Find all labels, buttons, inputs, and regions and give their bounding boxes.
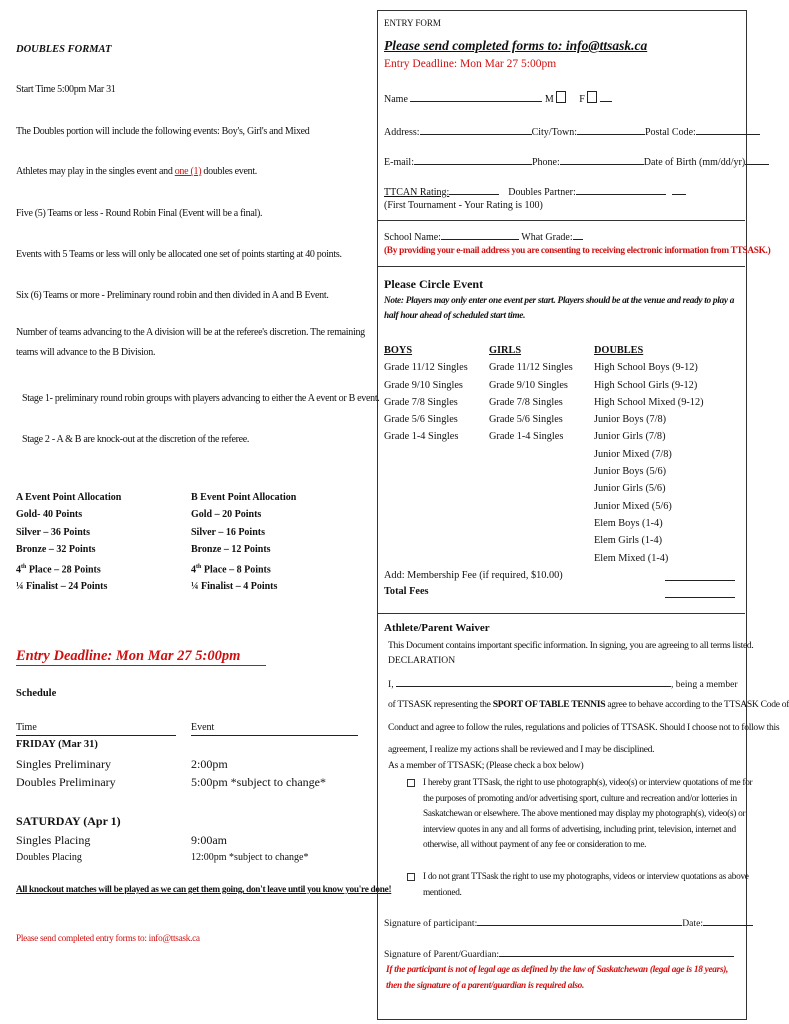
a-allocation <box>16 489 186 596</box>
number-teams-2: teams will advance to the B Division. <box>16 347 156 358</box>
a-fourth-num: 4 <box>16 563 21 575</box>
m-label: M <box>544 94 554 105</box>
doubles-event[interactable]: Junior Boys (7/8) <box>594 414 667 426</box>
circle-event-title: Please Circle Event <box>384 277 484 291</box>
phone-field[interactable] <box>560 155 644 165</box>
doubles-event[interactable]: Junior Boys (5/6) <box>594 466 667 478</box>
grant-line: interview quotes in any and all forms of advertising, including print, television, internet and <box>423 824 736 835</box>
f-label: F <box>579 94 585 105</box>
b-fourth-sup: th <box>196 563 202 570</box>
start-time: Start Time 5:00pm Mar 31 <box>16 84 116 95</box>
sig-participant-label: Signature of participant: <box>384 918 478 929</box>
member-of-label: , being a member <box>671 679 738 690</box>
doubles-event[interactable]: High School Girls (9-12) <box>594 379 698 391</box>
doubles-event[interactable]: Junior Mixed (7/8) <box>594 448 672 460</box>
email-label: E-mail: <box>384 157 414 168</box>
b-allocation <box>191 489 361 596</box>
event-header: Event <box>191 722 358 736</box>
grade-label: What Grade: <box>521 232 573 243</box>
entry-deadline-left: Entry Deadline: Mon Mar 27 5:00pm <box>16 648 266 666</box>
name-row <box>384 91 612 105</box>
a-alloc-fourth <box>16 559 186 579</box>
partner-field[interactable] <box>576 185 666 195</box>
doubles-event[interactable]: Elem Mixed (1-4) <box>594 552 669 564</box>
grant-line: otherwise, all without payment of any fee or consideration to me. <box>423 840 647 850</box>
doubles-prelim: Doubles Preliminary <box>16 775 116 789</box>
city-field[interactable] <box>577 125 645 135</box>
conduct-line: Conduct and agree to follow the rules, regulations and policies of TTSASK. Should I choose not to follow this <box>388 722 780 733</box>
doubles-title: DOUBLES <box>594 345 644 356</box>
saturday-label: SATURDAY (Apr 1) <box>16 814 121 828</box>
partner-extra-field[interactable] <box>672 185 686 195</box>
b-alloc-title: B Event Point Allocation <box>191 492 297 503</box>
ttsask-rep-b: SPORT OF TABLE TENNIS <box>492 699 606 710</box>
email-field[interactable] <box>414 155 532 165</box>
doubles-event[interactable]: High School Mixed (9-12) <box>594 396 704 408</box>
b-alloc-gold: Gold – 20 Points <box>191 509 262 521</box>
sig-participant-field[interactable] <box>477 916 682 926</box>
participant-signature-row <box>384 916 753 929</box>
schedule-title: Schedule <box>16 688 57 699</box>
parent-signature-row <box>384 947 734 960</box>
girls-event[interactable]: Grade 1-4 Singles <box>489 431 564 443</box>
date-label: Date: <box>682 918 704 929</box>
boys-event[interactable]: Grade 9/10 Singles <box>384 379 463 391</box>
m-checkbox[interactable] <box>556 91 566 103</box>
no-grant-line: mentioned. <box>423 887 462 898</box>
boys-event[interactable]: Grade 5/6 Singles <box>384 414 458 426</box>
boys-event[interactable]: Grade 1-4 Singles <box>384 431 459 443</box>
boys-column <box>384 342 484 446</box>
a-fourth-rest: Place – 28 Points <box>26 563 101 575</box>
five-teams: Five (5) Teams or less - Round Robin Final (Event will be a final). <box>16 208 263 219</box>
member-check-line: As a member of TTSASK; (Please check a box below) <box>388 760 584 771</box>
ttsask-rep-line <box>388 699 789 710</box>
singles-placing: Singles Placing <box>16 833 91 847</box>
doubles-event[interactable]: Junior Mixed (5/6) <box>594 500 672 512</box>
girls-event[interactable]: Grade 5/6 Singles <box>489 414 563 426</box>
a-fourth-sup: th <box>21 563 27 570</box>
singles-prelim-time: 2:00pm <box>191 757 228 771</box>
city-label: City/Town: <box>531 127 577 138</box>
doubles-event[interactable]: Elem Girls (1-4) <box>594 535 663 547</box>
number-teams-1: Number of teams advancing to the A division will be at the referee's discretion. The remaining <box>16 327 365 338</box>
no-grant-checkbox[interactable] <box>407 873 415 881</box>
total-fees-field[interactable] <box>665 597 735 598</box>
form-divider-3 <box>377 613 745 614</box>
phone-label: Phone: <box>532 157 560 168</box>
school-field[interactable] <box>441 230 519 240</box>
girls-event[interactable]: Grade 11/12 Singles <box>489 362 573 374</box>
agreement-line: agreement, I realize my actions shall be reviewed and I may be disciplined. <box>388 744 655 755</box>
boys-title: BOYS <box>384 345 413 356</box>
address-field[interactable] <box>420 125 532 135</box>
declaration-label: DECLARATION <box>388 655 456 666</box>
i-label: I, <box>388 679 394 690</box>
school-row <box>384 230 583 243</box>
entry-form-label: ENTRY FORM <box>384 18 441 28</box>
athletes-line-a: Athletes may play in the singles event and <box>16 166 175 177</box>
b-alloc-silver: Silver – 16 Points <box>191 526 265 538</box>
b-fourth-rest: Place – 8 Points <box>201 563 271 575</box>
waiver-intro: This Document contains important specific information. In signing, you are agreeing to all terms listed. <box>388 640 754 651</box>
form-divider-1 <box>377 220 745 221</box>
events-five: Events with 5 Teams or less will only be allocated one set of points starting at 40 points. <box>16 249 342 260</box>
dob-field[interactable] <box>745 155 769 165</box>
consent-note: (By providing your e-mail address you are consenting to receiving electronic information from TTSASK.) <box>384 246 771 256</box>
dob-label: Date of Birth (mm/dd/yr) <box>643 157 746 168</box>
b-fourth-num: 4 <box>191 563 196 575</box>
postal-field[interactable] <box>696 125 760 135</box>
a-alloc-title: A Event Point Allocation <box>16 492 122 503</box>
events-line: The Doubles portion will include the following events: Boy's, Girl's and Mixed <box>16 126 310 137</box>
no-grant-text <box>423 870 749 901</box>
no-grant-line: I do not grant TTSask the right to use my photographs, videos or interview quotations as above <box>423 872 749 882</box>
doubles-format-title: DOUBLES FORMAT <box>16 44 112 55</box>
form-deadline: Entry Deadline: Mon Mar 27 5:00pm <box>384 58 557 70</box>
a-alloc-finalist: ¼ Finalist – 24 Points <box>16 581 108 593</box>
athletes-line-b: doubles event. <box>201 166 257 177</box>
doubles-column <box>594 342 734 567</box>
six-teams: Six (6) Teams or more - Preliminary round robin and then divided in A and B Event. <box>16 290 329 301</box>
girls-title: GIRLS <box>489 345 522 356</box>
ttsask-rep-c: agree to behave according to the TTSASK Code of <box>605 699 789 710</box>
send-forms-left: Please send completed entry forms to: info@ttsask.ca <box>16 934 200 944</box>
rating-field[interactable] <box>449 185 499 195</box>
declaration-name-row <box>388 677 738 690</box>
doubles-event[interactable]: Elem Boys (1-4) <box>594 517 663 529</box>
partner-label: Doubles Partner: <box>508 187 576 198</box>
sig-parent-field[interactable] <box>499 947 734 957</box>
boys-event[interactable]: Grade 7/8 Singles <box>384 396 458 408</box>
doubles-prelim-time: 5:00pm *subject to change* <box>191 775 326 789</box>
address-row <box>384 125 760 138</box>
grant-line: the purposes of promoting and/or advertising sport, culture and recreation and/or lotteries in <box>423 793 737 804</box>
circle-event-note: Note: Players may only enter one event per start. Players should be at the venue and ready to play a half hour ahead of scheduled start time. <box>384 296 735 321</box>
doubles-event[interactable]: High School Boys (9-12) <box>594 362 698 374</box>
b-alloc-fourth <box>191 559 361 579</box>
grant-line: Saskatchewan or elsewhere. The above mentioned may display my photograph(s), video(s) or <box>423 809 746 819</box>
membership-fee-label: Add: Membership Fee (if required, $10.00) <box>384 570 563 581</box>
b-alloc-bronze: Bronze – 12 Points <box>191 544 271 556</box>
girls-column <box>489 342 589 446</box>
doubles-placing: Doubles Placing <box>16 852 82 863</box>
rating-label: TTCAN Rating: <box>384 187 450 198</box>
singles-prelim: Singles Preliminary <box>16 757 111 771</box>
knockout-note: All knockout matches will be played as we can get them going, don't leave until you know you're done! <box>16 885 392 895</box>
stage1: Stage 1- preliminary round robin groups with players advancing to either the A event or B event. <box>22 393 380 404</box>
declaration-name-field[interactable] <box>396 677 671 687</box>
doubles-event[interactable]: Junior Girls (5/6) <box>594 483 666 495</box>
b-alloc-finalist: ¼ Finalist – 4 Points <box>191 581 278 593</box>
grant-line: I hereby grant TTSask, the right to use photograph(s), video(s) or interview quotations of me for <box>423 778 753 788</box>
legal-age-note: If the participant is not of legal age as defined by the law of Saskatchewan (legal age is 18 years), then the signature of a parent/guardian is required also. <box>386 965 729 991</box>
date-field[interactable] <box>703 916 753 926</box>
doubles-event[interactable]: Junior Girls (7/8) <box>594 431 666 443</box>
athletes-line-one: one (1) <box>174 166 202 177</box>
sig-parent-label: Signature of Parent/Guardian: <box>384 949 500 960</box>
send-forms-title: Please send completed forms to: info@ttsask.ca <box>384 38 648 53</box>
girls-event[interactable]: Grade 9/10 Singles <box>489 379 568 391</box>
grade-field[interactable] <box>573 230 583 240</box>
form-divider-2 <box>377 266 745 267</box>
a-alloc-bronze: Bronze – 32 Points <box>16 544 96 556</box>
total-fees-label: Total Fees <box>384 586 429 597</box>
name-field[interactable] <box>410 92 542 102</box>
rating-row <box>384 185 686 198</box>
singles-placing-time: 9:00am <box>191 833 227 847</box>
first-tournament: (First Tournament - Your Rating is 100) <box>384 200 543 211</box>
athletes-line <box>16 166 257 177</box>
grant-text <box>423 776 752 854</box>
a-alloc-gold: Gold- 40 Points <box>16 509 83 521</box>
ttsask-rep-a: of TTSASK representing the <box>388 699 493 710</box>
address-label: Address: <box>384 127 420 138</box>
doubles-placing-time: 12:00pm *subject to change* <box>191 852 309 863</box>
grant-checkbox[interactable] <box>407 779 415 787</box>
stage2: Stage 2 - A & B are knock-out at the discretion of the referee. <box>22 434 250 445</box>
waiver-title: Athlete/Parent Waiver <box>384 622 490 634</box>
membership-fee-field[interactable] <box>665 580 735 581</box>
email-row <box>384 155 769 168</box>
a-alloc-silver: Silver – 36 Points <box>16 526 90 538</box>
friday-label: FRIDAY (Mar 31) <box>16 739 98 750</box>
boys-event[interactable]: Grade 11/12 Singles <box>384 362 468 374</box>
postal-label: Postal Code: <box>644 127 696 138</box>
f-underline <box>600 92 612 102</box>
girls-event[interactable]: Grade 7/8 Singles <box>489 396 563 408</box>
f-checkbox[interactable] <box>587 91 597 103</box>
name-label: Name <box>384 94 408 105</box>
time-header: Time <box>16 722 176 736</box>
school-label: School Name: <box>384 232 441 243</box>
